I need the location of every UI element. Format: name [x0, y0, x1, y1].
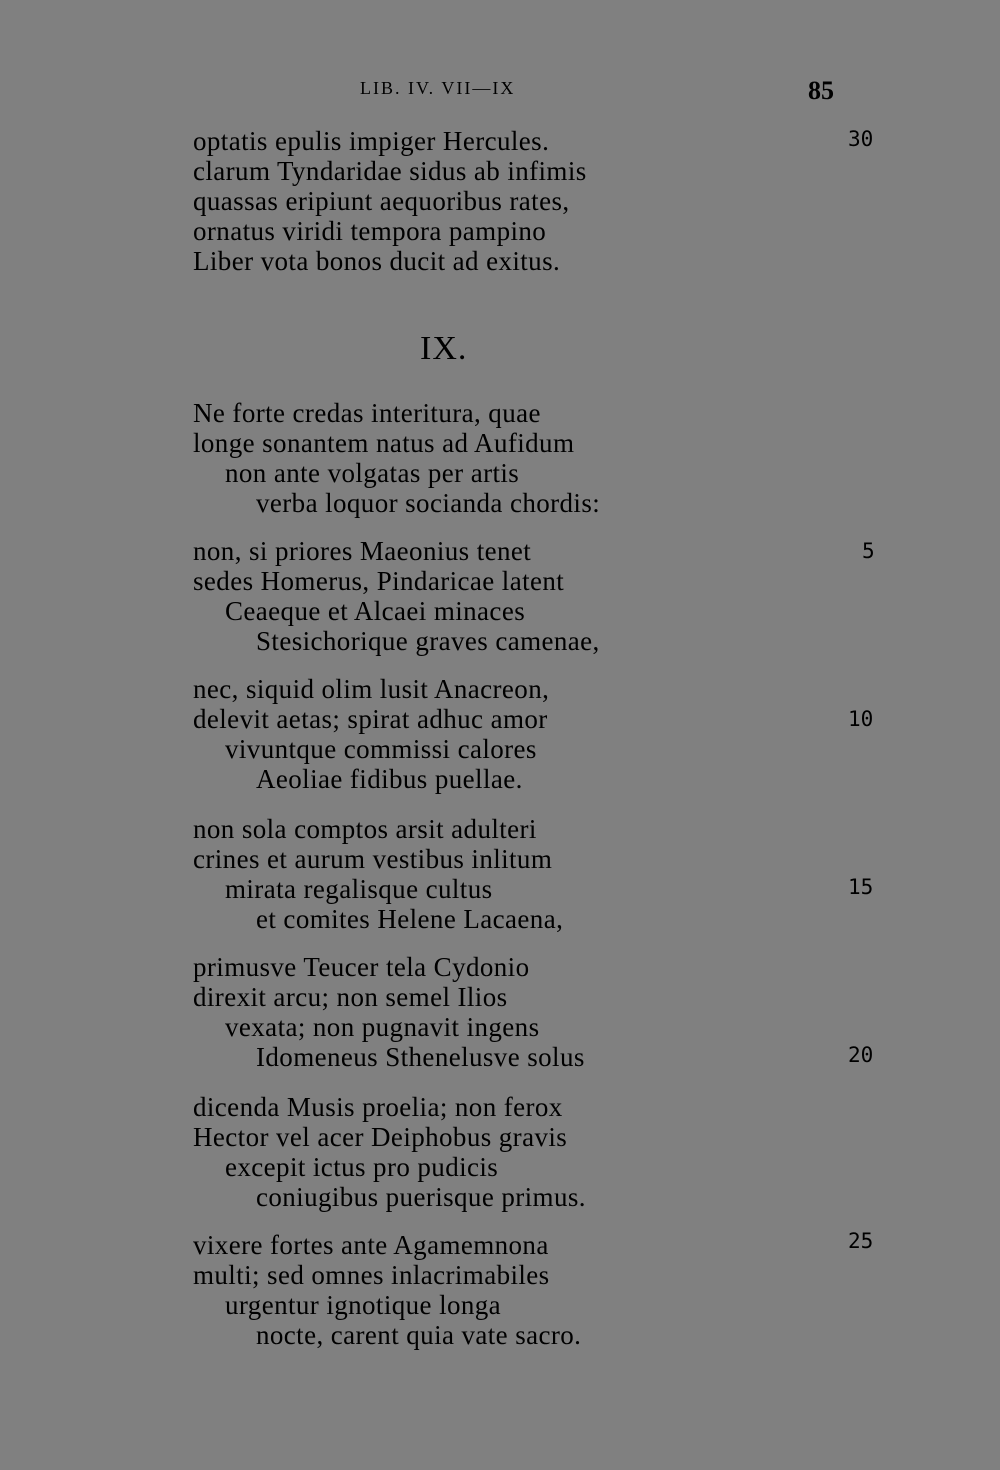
- verse-line: delevit aetas; spirat adhuc amor: [193, 704, 548, 734]
- verse-line: Hector vel acer Deiphobus gravis: [193, 1122, 568, 1152]
- verse-line: vexata; non pugnavit ingens: [225, 1012, 540, 1042]
- line-number: 25: [848, 1229, 874, 1253]
- verse-line: Aeoliae fidibus puellae.: [256, 764, 523, 794]
- verse-line: quassas eripiunt aequoribus rates,: [193, 186, 570, 216]
- running-head: LIB. IV. VII—IX: [360, 78, 516, 98]
- verse-line: clarum Tyndaridae sidus ab infimis: [193, 156, 587, 186]
- line-number: 15: [848, 875, 874, 899]
- verse-line: et comites Helene Lacaena,: [256, 904, 564, 934]
- verse-line: Idomeneus Sthenelusve solus: [256, 1042, 585, 1072]
- line-number: 10: [848, 707, 874, 731]
- verse-line: optatis epulis impiger Hercules.: [193, 126, 550, 156]
- verse-line: vixere fortes ante Agamemnona: [193, 1230, 549, 1260]
- verse-line: crines et aurum vestibus inlitum: [193, 844, 553, 874]
- verse-line: nocte, carent quia vate sacro.: [256, 1320, 582, 1350]
- verse-line: primusve Teucer tela Cydonio: [193, 952, 530, 982]
- verse-line: non ante volgatas per artis: [225, 458, 520, 488]
- verse-line: non, si priores Maeonius tenet: [193, 536, 532, 566]
- verse-line: direxit arcu; non semel Ilios: [193, 982, 508, 1012]
- verse-line: coniugibus puerisque primus.: [256, 1182, 586, 1212]
- line-number: 5: [862, 539, 875, 563]
- verse-line: longe sonantem natus ad Aufidum: [193, 428, 575, 458]
- verse-line: multi; sed omnes inlacrimabiles: [193, 1260, 550, 1290]
- verse-line: verba loquor socianda chordis:: [256, 488, 601, 518]
- page-number: 85: [808, 76, 834, 105]
- verse-line: nec, siquid olim lusit Anacreon,: [193, 674, 550, 704]
- line-number: 20: [848, 1043, 874, 1067]
- verse-line: sedes Homerus, Pindaricae latent: [193, 566, 565, 596]
- line-number: 30: [848, 127, 874, 151]
- verse-line: mirata regalisque cultus: [225, 874, 493, 904]
- verse-line: non sola comptos arsit adulteri: [193, 814, 537, 844]
- verse-line: vivuntque commissi calores: [225, 734, 537, 764]
- poem-title: IX.: [420, 330, 468, 367]
- verse-line: Ne forte credas interitura, quae: [193, 398, 541, 428]
- verse-line: urgentur ignotique longa: [225, 1290, 502, 1320]
- verse-line: Liber vota bonos ducit ad exitus.: [193, 246, 561, 276]
- verse-line: Ceaeque et Alcaei minaces: [225, 596, 526, 626]
- verse-line: excepit ictus pro pudicis: [225, 1152, 499, 1182]
- verse-line: Stesichorique graves camenae,: [256, 626, 600, 656]
- verse-line: ornatus viridi tempora pampino: [193, 216, 547, 246]
- verse-line: dicenda Musis proelia; non ferox: [193, 1092, 563, 1122]
